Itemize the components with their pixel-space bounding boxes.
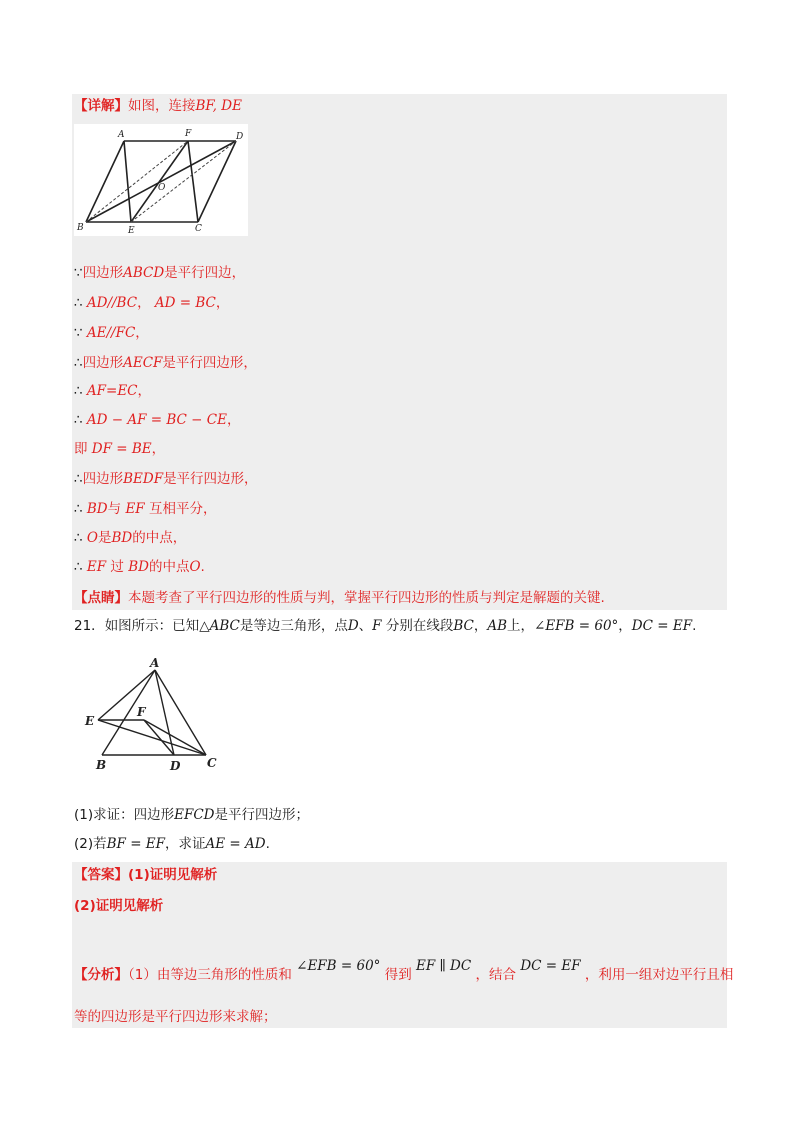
answer-line-2: (2)证明见解析: [74, 898, 164, 914]
tri-label-B: B: [96, 758, 107, 772]
problem-21-statement: 21．如图所示：已知△ABC是等边三角形，点D、F 分别在线段BC，AB上，∠EFB = 60°，DC = EF.: [74, 618, 697, 634]
proof-step-1: ∵四边形ABCD是平行四边，: [74, 265, 246, 281]
proof-step-9: ∴ BD与 EF 互相平分，: [74, 501, 217, 517]
label-D: D: [236, 132, 244, 142]
label-O: O: [158, 183, 166, 193]
detail-intro: 【详解】如图，连接BF, DE: [74, 98, 242, 114]
parallelogram-diagram: [74, 124, 248, 236]
proof-step-8: ∴四边形BEDF是平行四边形，: [74, 471, 258, 487]
proof-step-10: ∴ O是BD的中点，: [74, 530, 187, 546]
triangle-figure: [80, 652, 230, 776]
tri-label-F: F: [137, 705, 146, 719]
question-2: (2)若BF = EF，求证AE = AD.: [74, 836, 270, 852]
tri-label-E: E: [85, 714, 95, 728]
proof-step-7: 即 DF = BE，: [74, 441, 166, 457]
parallelogram-figure: [74, 124, 248, 236]
answer-background: [72, 862, 727, 1028]
comment-line: 【点睛】本题考查了平行四边形的性质与判，掌握平行四边形的性质与判定是解题的关键.: [74, 590, 605, 606]
analysis-line-1: 【分析】（1）由等边三角形的性质和 ∠EFB = 60° 得到 EF ∥ DC ，结合 DC = EF ，利用一组对边平行且相: [74, 958, 734, 983]
proof-step-11: ∴ EF 过 BD的中点O.: [74, 559, 205, 575]
tri-label-C: C: [207, 756, 217, 770]
tri-label-A: A: [150, 656, 160, 670]
proof-step-2: ∴ AD//BC， AD = BC，: [74, 295, 230, 311]
proof-step-5: ∴ AF=EC，: [74, 383, 152, 399]
proof-step-4: ∴四边形AECF是平行四边形，: [74, 355, 257, 371]
triangle-diagram: [80, 652, 230, 776]
label-C: C: [195, 224, 202, 234]
label-E: E: [128, 226, 135, 236]
question-1: (1)求证：四边形EFCD是平行四边形；: [74, 807, 309, 823]
label-A: A: [118, 130, 125, 140]
analysis-line-2: 等的四边形是平行四边形来求解；: [74, 1009, 277, 1025]
label-B: B: [77, 223, 84, 233]
answer-line-1: 【答案】(1)证明见解析: [74, 867, 218, 883]
tri-label-D: D: [170, 759, 181, 773]
label-F: F: [185, 129, 192, 139]
proof-step-3: ∵ AE//FC，: [74, 325, 149, 341]
proof-step-6: ∴ AD − AF = BC − CE，: [74, 412, 241, 428]
